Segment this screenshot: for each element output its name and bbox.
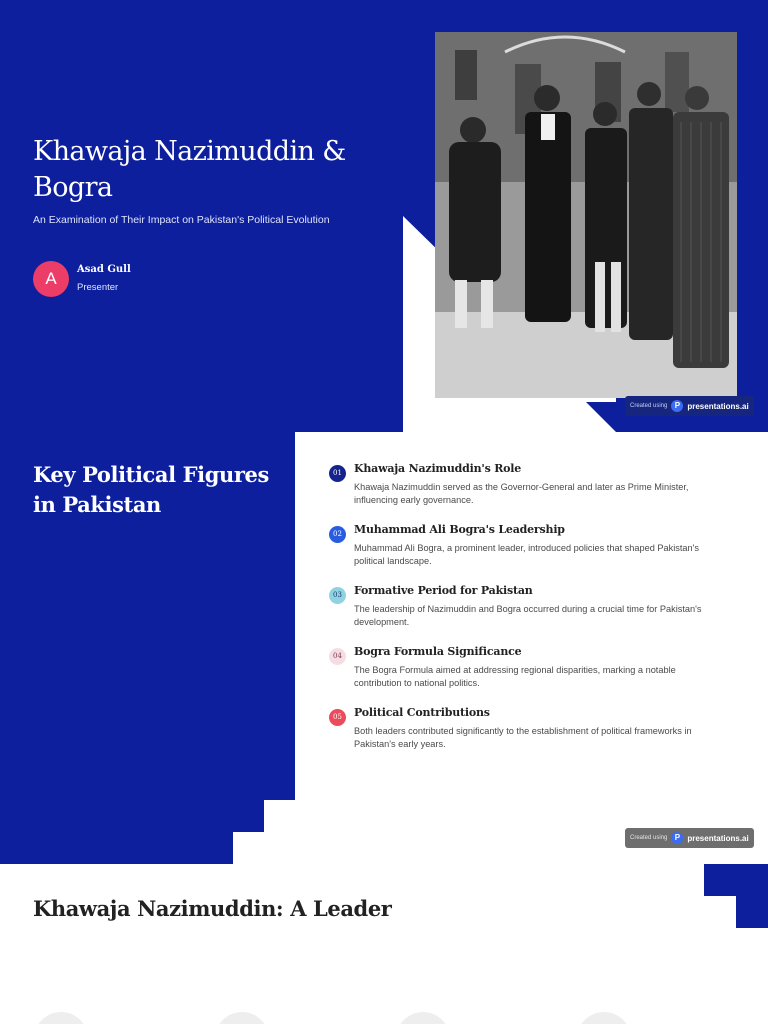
item-description: Khawaja Nazimuddin served as the Governor-General and later as Prime Minister, influencing early governance. [354, 482, 689, 506]
list-item [329, 462, 719, 523]
created-using-badge[interactable] [625, 828, 754, 848]
slide-heading: Key Political Figures in Pakistan [33, 462, 269, 517]
image-placeholder-circle [396, 1012, 450, 1024]
item-description: Both leaders contributed significantly to the establishment of political frameworks in Pakistan's early years. [354, 726, 692, 750]
created-using-badge[interactable] [625, 396, 754, 416]
badge-brand-text: presentations.ai [687, 833, 749, 843]
item-description: The leadership of Nazimuddin and Bogra occurred during a crucial time for Pakistan's development. [354, 604, 702, 628]
list-item [329, 584, 719, 645]
presentation-title: Khawaja Nazimuddin & Bogra [33, 136, 346, 203]
image-placeholder-circle [215, 1012, 269, 1024]
leader-slide [0, 864, 768, 1024]
list-item [329, 523, 719, 584]
historical-photo [435, 32, 737, 398]
badge-created-text: Created using [630, 835, 668, 841]
item-number-badge: 02 [329, 526, 346, 543]
title-slide [0, 0, 768, 432]
group-photo-illustration [435, 32, 737, 398]
item-description: The Bogra Formula aimed at addressing regional disparities, marking a notable contribution to national politics. [354, 665, 676, 689]
item-title: Formative Period for Pakistan [354, 584, 533, 597]
item-number-badge: 05 [329, 709, 346, 726]
presentations-logo-icon: P [671, 832, 683, 844]
figures-list [329, 462, 719, 767]
item-number-badge: 01 [329, 465, 346, 482]
item-number-badge: 04 [329, 648, 346, 665]
presenter-name: Asad Gull [77, 264, 131, 275]
badge-brand-text: presentations.ai [687, 401, 749, 411]
item-description: Muhammad Ali Bogra, a prominent leader, introduced policies that shaped Pakistan's political landscape. [354, 543, 699, 567]
image-placeholder-circle [34, 1012, 88, 1024]
presentations-logo-icon: P [671, 400, 683, 412]
slide-heading: Khawaja Nazimuddin: A Leader [33, 896, 392, 921]
item-number-badge: 03 [329, 587, 346, 604]
item-title: Muhammad Ali Bogra's Leadership [354, 523, 565, 536]
item-title: Political Contributions [354, 706, 490, 719]
list-item [329, 706, 719, 767]
decorative-corner [704, 864, 768, 928]
presentation-subtitle: An Examination of Their Impact on Pakistan's Political Evolution [33, 214, 330, 226]
image-placeholder-circle [577, 1012, 631, 1024]
presenter-role: Presenter [77, 282, 119, 293]
key-figures-slide [0, 432, 768, 864]
item-title: Khawaja Nazimuddin's Role [354, 462, 522, 475]
item-title: Bogra Formula Significance [354, 645, 522, 658]
presenter-avatar: A [33, 261, 69, 297]
list-item [329, 645, 719, 706]
badge-created-text: Created using [630, 403, 668, 409]
